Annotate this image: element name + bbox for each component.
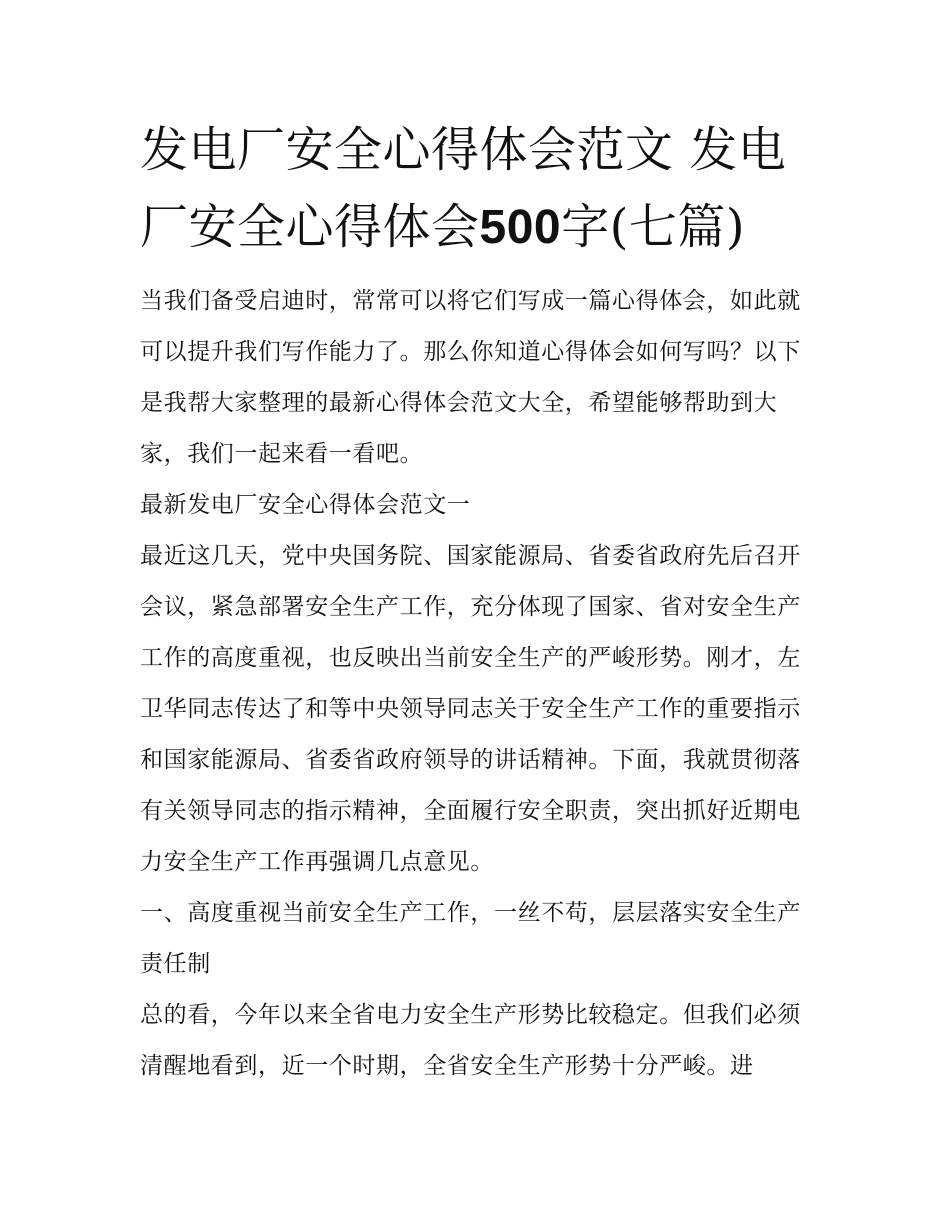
document-body (140, 276, 812, 1092)
intro-paragraph: 当我们备受启迪时，常常可以将它们写成一篇心得体会，如此就可以提升我们写作能力了。那么你知道心得体会如何写吗？以下是我帮大家整理的最新心得体会范文大全，希望能够帮助到大家，我们一起来看一看吧。 (140, 288, 801, 467)
title-text-part2: 字(七篇) (561, 199, 746, 255)
body-paragraph-continued: 总的看，今年以来全省电力安全生产形势比较稳定。但我们必须清醒地看到，近一个时期，全省安全生产形势十分严峻。进 (140, 1002, 801, 1079)
body-paragraph: 最近这几天，党中央国务院、国家能源局、省委省政府先后召开会议，紧急部署安全生产工作，充分体现了国家、省对安全生产工作的高度重视，也反映出当前安全生产的严峻形势。刚才，左卫华同志传达了和等中央领导同志关于安全生产工作的重要指示和国家能源局、省委省政府领导的讲话精神。下面，我就贯彻落有关领导同志的指示精神，全面履行安全职责，突出抓好近期电力安全生产工作再强调几点意见。 (140, 543, 801, 875)
section-heading: 最新发电厂安全心得体会范文一 (140, 492, 471, 518)
subsection-heading: 一、高度重视当前安全生产工作，一丝不苟，层层落实安全生产责任制 (140, 900, 801, 977)
document-title (140, 112, 812, 266)
title-number: 500 (479, 201, 562, 254)
title-text-part1: 发电厂安全心得体会范文 发电厂安全心得体会 (140, 122, 787, 255)
document-page (140, 112, 812, 1092)
